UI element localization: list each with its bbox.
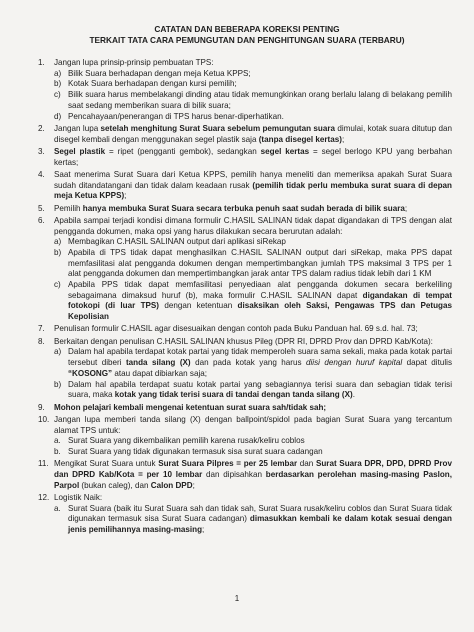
note-item	[38, 204, 452, 215]
item-text-run: setelah menghitung Surat Suara sebelum pemungutan suara	[100, 123, 335, 133]
item-body	[54, 58, 452, 69]
item-number: 10.	[38, 414, 50, 424]
item-body	[54, 493, 452, 504]
item-text-run: Mengikat Surat Suara untuk	[54, 459, 159, 469]
sub-item-marker: a)	[54, 347, 62, 357]
item-text-run: tanda silang (X)	[125, 358, 191, 368]
item-text-run: ;	[124, 191, 127, 201]
item-text: Surat Suara yang dikembalikan pemilih karena rusak/keliru coblos	[68, 436, 305, 446]
sub-item-marker: a.	[54, 503, 61, 513]
sub-item-marker: c)	[54, 90, 61, 100]
sub-list	[54, 436, 452, 457]
item-body	[54, 170, 452, 202]
sub-item-body	[68, 447, 452, 458]
item-text-run: disaksikan oleh Saksi, Pengawas TPS dan Petugas Kepolisian	[68, 301, 452, 322]
sub-item-body	[68, 79, 452, 90]
item-text-run: berdasarkan perolehan masing-masing Paslon, Parpol	[54, 469, 452, 490]
item-text-run: .	[352, 390, 355, 400]
item-text-run: ;	[404, 203, 408, 213]
item-text: Penulisan formulir C.HASIL agar disesuaikan dengan contoh pada Buku Panduan hal. 69 s.d. hal. 73;	[54, 324, 418, 334]
sub-item-body	[68, 504, 452, 536]
sub-item	[54, 380, 452, 401]
item-text-run: ;	[341, 134, 345, 144]
document-title	[38, 24, 452, 46]
item-text-run: dimasukkan kembali ke dalam kotak sesuai dengan jenis pemilihannya masing-masing	[68, 514, 452, 535]
item-text: Membagikan C.HASIL SALINAN output dari aplikasi siRekap	[68, 237, 286, 247]
item-text-run: Surat Suara Pilpres = per 25 lembar	[158, 459, 298, 469]
note-item	[38, 337, 452, 401]
item-text-run: Calon DPD	[150, 480, 193, 490]
note-item	[38, 403, 452, 414]
item-body	[54, 147, 452, 168]
item-number: 11.	[38, 459, 49, 469]
item-number: 5.	[38, 203, 45, 213]
title-line-2: TERKAIT TATA CARA PEMUNGUTAN DAN PENGHITUNGAN SUARA (TERBARU)	[89, 35, 405, 45]
sub-item	[54, 69, 452, 80]
sub-item	[54, 248, 452, 280]
sub-item-marker: a.	[54, 436, 61, 446]
sub-item	[54, 436, 452, 447]
note-item	[38, 324, 452, 335]
item-body	[54, 337, 452, 348]
item-text-run: dan pada kotak yang harus	[190, 358, 306, 368]
item-text: Jangan lupa prinsip-prinsip pembuatan TPS:	[54, 58, 214, 67]
item-text-run: Apabila PPS tidak dapat memfasilitasi penyediaan alat pengganda dokumen secara berkeliling sebagaimana dimaksud huruf (b), maka formulir C.HASIL SALINAN dapat	[68, 280, 452, 300]
item-text-run: Dalam hal apabila terdapat suatu kotak partai yang sebagiannya terisi suara dan sebagian tidak terisi suara, maka	[68, 379, 452, 400]
item-text: Bilik suara harus membelakangi dinding atau tidak memungkinkan orang berlalu lalang di belakang pemilih saat sedang memberikan suara di bilik suara;	[68, 90, 452, 110]
item-number: 3.	[38, 146, 45, 156]
item-text-run: ;	[192, 480, 195, 490]
sub-item-marker: a)	[54, 237, 62, 247]
item-body	[54, 124, 452, 145]
sub-item	[54, 280, 452, 323]
item-number: 12.	[38, 492, 50, 502]
item-body	[54, 403, 452, 414]
item-text-run: (bukan caleg), dan	[79, 480, 151, 490]
sub-list	[54, 237, 452, 323]
sub-item	[54, 79, 452, 90]
sub-item	[54, 504, 452, 536]
item-text-run: = ripet (pengganti gembok), sedangkan	[105, 146, 261, 156]
item-text-run: Jangan lupa	[54, 123, 101, 133]
sub-item-body	[68, 90, 452, 111]
note-item	[38, 459, 452, 491]
item-text-run: = segel berlogo KPU yang berbahan kertas;	[54, 146, 452, 167]
sub-list	[54, 347, 452, 401]
note-item	[38, 124, 452, 145]
sub-item-marker: b.	[54, 446, 61, 456]
sub-item-marker: b)	[54, 379, 62, 389]
sub-item-body	[68, 436, 452, 447]
item-text-run: segel kertas	[260, 146, 310, 156]
item-text-run: atau dapat dibiarkan saja;	[112, 368, 208, 378]
item-body	[54, 415, 452, 436]
item-text: Bilik Suara berhadapan dengan meja Ketua KPPS;	[68, 68, 251, 78]
notes-list	[38, 58, 452, 536]
item-text: Jangan lupa memberi tanda silang (X) dengan ballpoint/spidol pada bagian Surat Suara yang tercantum alamat TPS untuk:	[54, 414, 452, 435]
sub-item	[54, 112, 452, 123]
item-text: Berkaitan dengan penulisan C.HASIL SALINAN khusus Pileg (DPR RI, DPRD Prov dan DPRD Kab/Kota):	[54, 336, 433, 346]
item-text-run: Pemilih	[54, 203, 83, 213]
sub-item-body	[68, 347, 452, 379]
sub-item-body	[68, 248, 452, 280]
item-number: 9.	[38, 402, 45, 412]
sub-list	[54, 69, 452, 123]
note-item	[38, 58, 452, 122]
note-item	[38, 170, 452, 202]
sub-item-body	[68, 280, 452, 323]
sub-item	[54, 90, 452, 111]
sub-item-marker: b)	[54, 79, 62, 89]
page-number: 1	[234, 594, 240, 603]
item-text-run: (tanpa disegel kertas)	[258, 134, 342, 144]
item-text-run: diisi dengan huruf kapital	[305, 358, 403, 368]
item-number: 4.	[38, 169, 45, 179]
item-number: 6.	[38, 215, 45, 225]
sub-item-marker: d)	[54, 111, 62, 121]
item-text: Logistik Naik:	[54, 492, 103, 502]
item-text: Kotak Suara berhadapan dengan kursi pemilih;	[68, 79, 237, 89]
item-text-run: dengan ketentuan	[159, 301, 238, 311]
item-text: Apabila di TPS tidak dapat menghasilkan C.HASIL SALINAN output dari siRekap, maka PPS dapat memfasilitasi alat pengganda dokumen dengan mempertimbangkan jumlah TPS maksimal 3 TPS per 1 alat pengganda dokumen dan mempertimbangkan jarak antar TPS dalam radius tidak lebih dari 1 KM	[68, 247, 452, 279]
note-item	[38, 216, 452, 323]
item-text-run: Surat Suara (baik itu Surat Suara sah dan tidak sah, Surat Suara rusak/keliru coblos dan Surat Suara tidak digunakan termasuk sisa Surat Suara cadangan)	[68, 503, 452, 524]
item-number: 8.	[38, 336, 45, 346]
note-item	[38, 493, 452, 536]
item-text-run: dan	[297, 459, 316, 469]
item-number: 1.	[38, 58, 45, 67]
sub-item-body	[68, 112, 452, 123]
item-text: Pencahayaan/penerangan di TPS harus benar-diperhatikan.	[68, 111, 284, 121]
sub-item-marker: c)	[54, 280, 61, 290]
item-text: Surat Suara yang tidak digunakan termasuk sisa surat suara cadangan	[68, 446, 323, 456]
item-text-run: dapat ditulis	[402, 358, 452, 368]
sub-item	[54, 447, 452, 458]
sub-list	[54, 504, 452, 536]
item-text-run: dimulai, kotak suara ditutup dan disegel kembali dengan menggunakan segel plastik saja	[54, 123, 453, 144]
item-body	[54, 216, 452, 237]
item-text-run: kotak yang tidak terisi suara di tandai dengan tanda silang (X)	[114, 390, 353, 400]
item-text: Apabila sampai terjadi kondisi dimana formulir C.HASIL SALINAN tidak dapat digandakan di TPS dengan alat pengganda dokumen, maka opsi yang harus dilakukan secara berurutan adalah:	[54, 215, 452, 236]
sub-item-marker: b)	[54, 247, 62, 257]
item-text-run: digandakan di tempat fotokopi (di luar TPS)	[68, 290, 452, 311]
note-item	[38, 415, 452, 458]
item-text-run: Mohon pelajari kembali mengenai ketentuan surat suara sah/tidak sah;	[54, 402, 327, 412]
item-number: 2.	[38, 123, 45, 133]
item-text-run: dan dipisahkan	[202, 469, 266, 479]
item-text-run: hanya membuka Surat Suara secara terbuka penuh saat sudah berada di bilik suara	[82, 203, 405, 213]
sub-item-body	[68, 237, 452, 248]
sub-item-marker: a)	[54, 68, 62, 78]
title-line-1: CATATAN DAN BEBERAPA KOREKSI PENTING	[154, 24, 340, 34]
note-item	[38, 147, 452, 168]
item-body	[54, 324, 452, 335]
item-text-run: Surat Suara DPR, DPD, DPRD Prov dan DPRD Kab/Kota = per 10 lembar	[54, 459, 452, 479]
item-text-run: Saat menerima Surat Suara dari Ketua KPPS, pemilih hanya meneliti dan memeriksa apakah Surat Suara sudah ditandatangani dan tidak dalam keadaan rusak	[54, 169, 452, 190]
sub-item	[54, 237, 452, 248]
sub-item	[54, 347, 452, 379]
item-body	[54, 459, 452, 491]
sub-item-body	[68, 69, 452, 80]
item-body	[54, 204, 452, 215]
sub-item-body	[68, 380, 452, 401]
item-text-run: (pemilih tidak perlu membuka surat suara di depan meja Ketua KPPS)	[54, 180, 452, 201]
item-number: 7.	[38, 324, 45, 334]
item-text-run: Segel plastik	[54, 146, 106, 156]
item-text-run: Dalam hal apabila terdapat kotak partai yang tidak memperoleh suara sama sekali, maka pada kotak partai tersebut diberi	[68, 347, 452, 368]
item-text-run: ;	[202, 525, 205, 535]
item-text-run: “KOSONG”	[68, 368, 113, 378]
